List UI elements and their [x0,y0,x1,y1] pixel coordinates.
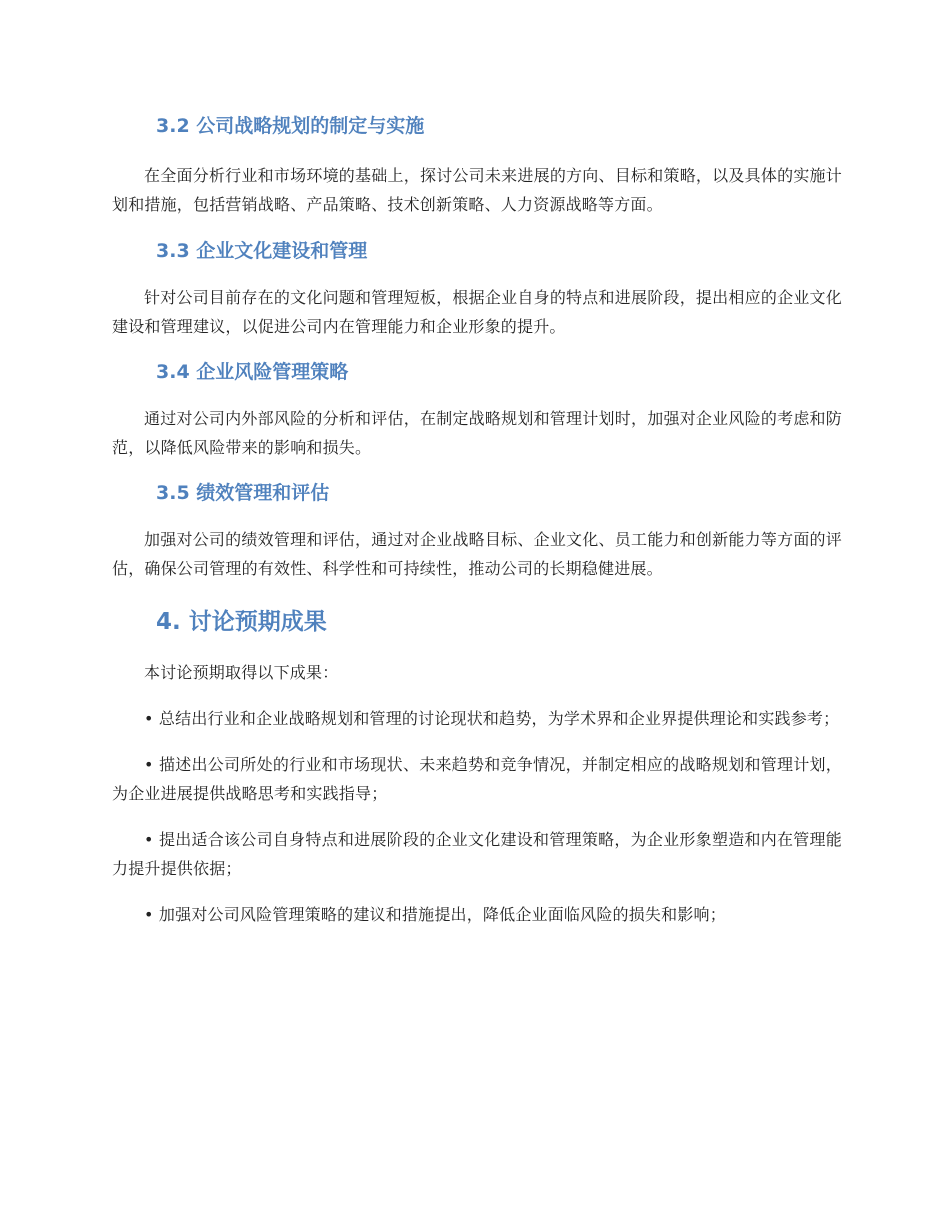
section-heading-3-2: 3.2 公司战略规划的制定与实施 [156,115,425,137]
list-item: • 描述出公司所处的行业和市场现状、未来趋势和竞争情况，并制定相应的战略规划和管理计划，为企业进展提供战略思考和实践指导； [112,755,842,803]
list-item: • 提出适合该公司自身特点和进展阶段的企业文化建设和管理策略，为企业形象塑造和内在管理能力提升提供依据； [112,830,842,878]
list-item: • 加强对公司风险管理策略的建议和措施提出，降低企业面临风险的损失和影响； [144,905,726,924]
section-body-3-4: 通过对公司内外部风险的分析和评估，在制定战略规划和管理计划时，加强对企业风险的考虑和防范，以降低风险带来的影响和损失。 [112,409,842,457]
section-heading-3-5: 3.5 绩效管理和评估 [156,482,330,504]
section-heading-4: 4. 讨论预期成果 [156,609,327,635]
section-intro-4: 本讨论预期取得以下成果： [144,663,339,682]
section-heading-3-3: 3.3 企业文化建设和管理 [156,240,368,262]
section-body-3-3: 针对公司目前存在的文化问题和管理短板，根据企业自身的特点和进展阶段，提出相应的企业文化建设和管理建议，以促进公司内在管理能力和企业形象的提升。 [112,288,842,336]
list-item: • 总结出行业和企业战略规划和管理的讨论现状和趋势，为学术界和企业界提供理论和实践参考； [144,709,840,728]
section-body-3-5: 加强对公司的绩效管理和评估，通过对企业战略目标、企业文化、员工能力和创新能力等方面的评估，确保公司管理的有效性、科学性和可持续性，推动公司的长期稳健进展。 [112,530,842,578]
section-heading-3-4: 3.4 企业风险管理策略 [156,361,349,383]
document-content [112,112,842,929]
section-body-3-2: 在全面分析行业和市场环境的基础上，探讨公司未来进展的方向、目标和策略，以及具体的实施计划和措施，包括营销战略、产品策略、技术创新策略、人力资源战略等方面。 [112,166,842,214]
